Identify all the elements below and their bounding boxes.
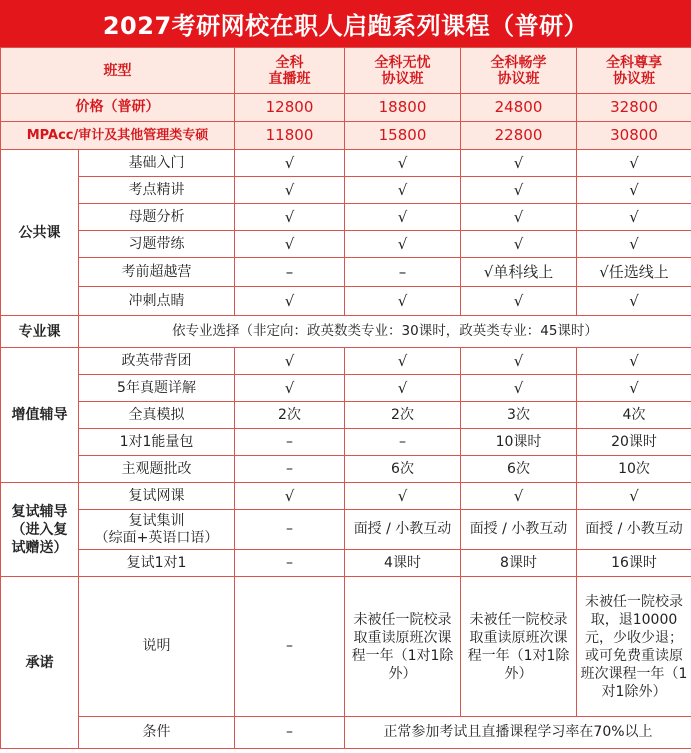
group-public: 公共课 [1,150,79,316]
table-row [1,402,691,429]
cell-value: 20课时 [577,429,691,456]
cell-value: √ [461,150,577,177]
cell-value: √ [461,483,577,510]
cell-value: √ [577,375,691,402]
item-label: 复试1对1 [79,550,235,577]
cell-value: – [235,510,345,550]
cell-value: √ [345,375,461,402]
cell-value: 4课时 [345,550,461,577]
cell-value: √ [461,375,577,402]
price-value: 32800 [577,94,691,122]
cell-value: √ [577,287,691,316]
price-value: 24800 [461,94,577,122]
cell-value: √ [345,231,461,258]
cell-value: √ [235,204,345,231]
item-label: 复试集训 （综面+英语口语） [79,510,235,550]
item-label: 冲刺点睛 [79,287,235,316]
cell-value: 8课时 [461,550,577,577]
course-comparison-table [0,47,691,749]
item-label: 政英带背团 [79,348,235,375]
cell-value: – [345,258,461,287]
cell-value: √ [577,150,691,177]
table-row [1,483,691,510]
promise-explain-value: – [235,577,345,717]
major-course-description: 依专业选择（非定向：政英数类专业：30课时，政英类专业：45课时） [79,316,691,348]
table-row [1,258,691,287]
table-row-promise-condition [1,717,691,749]
price-value: 18800 [345,94,461,122]
table-row-promise-explain [1,577,691,717]
cell-value: √ [235,483,345,510]
price-label-mpacc: MPAcc/审计及其他管理类专硕 [1,122,235,150]
item-label: 5年真题详解 [79,375,235,402]
cell-value: 10课时 [461,429,577,456]
item-label: 基础入门 [79,150,235,177]
group-value-added: 增值辅导 [1,348,79,483]
table-row [1,204,691,231]
cell-value: √ [345,177,461,204]
price-label-general: 价格（普研） [1,94,235,122]
table-row [1,177,691,204]
price-value: 30800 [577,122,691,150]
plan-type-label: 班型 [1,48,235,94]
promise-condition-label: 条件 [79,717,235,749]
table-row [1,287,691,316]
cell-value: √ [461,231,577,258]
cell-value: √任选线上 [577,258,691,287]
cell-value: √ [235,150,345,177]
item-label: 1对1能量包 [79,429,235,456]
promise-explain-label: 说明 [79,577,235,717]
plan-header-live: 全科 直播班 [235,48,345,94]
cell-value: 2次 [235,402,345,429]
table-row [1,456,691,483]
cell-value: 面授 / 小教互动 [345,510,461,550]
price-value: 15800 [345,122,461,150]
table-row [1,375,691,402]
table-header-row [1,48,691,94]
promise-condition-text: 正常参加考试且直播课程学习率在70%以上 [345,717,691,749]
cell-value: √ [235,177,345,204]
cell-value: √ [235,287,345,316]
cell-value: – [235,550,345,577]
cell-value: – [235,429,345,456]
plan-header-premium: 全科尊享 协议班 [577,48,691,94]
price-value: 12800 [235,94,345,122]
page-title: 2027考研网校在职人启跑系列课程（普研） [0,0,691,47]
item-label: 习题带练 [79,231,235,258]
table-row [1,429,691,456]
cell-value: 4次 [577,402,691,429]
cell-value: 面授 / 小教互动 [461,510,577,550]
item-label: 考点精讲 [79,177,235,204]
item-label: 主观题批改 [79,456,235,483]
cell-value: 6次 [345,456,461,483]
group-promise: 承诺 [1,577,79,749]
cell-value: 3次 [461,402,577,429]
cell-value: √ [235,375,345,402]
table-row-major [1,316,691,348]
cell-value: √ [345,287,461,316]
cell-value: √ [345,348,461,375]
cell-value: √ [235,348,345,375]
plan-header-worry-free: 全科无忧 协议班 [345,48,461,94]
plan-header-free-learning: 全科畅学 协议班 [461,48,577,94]
table-row [1,231,691,258]
cell-value: – [345,429,461,456]
cell-value: √ [577,483,691,510]
cell-value: √ [461,204,577,231]
item-label: 母题分析 [79,204,235,231]
table-row [1,510,691,550]
cell-value: 16课时 [577,550,691,577]
cell-value: √ [345,483,461,510]
cell-value: – [235,456,345,483]
price-value: 22800 [461,122,577,150]
cell-value: √ [345,150,461,177]
cell-value: √ [461,287,577,316]
group-major: 专业课 [1,316,79,348]
cell-value: √单科线上 [461,258,577,287]
cell-value: – [235,258,345,287]
cell-value: √ [577,204,691,231]
table-row [1,150,691,177]
table-row [1,348,691,375]
cell-value: √ [461,348,577,375]
cell-value: √ [461,177,577,204]
promise-explain-value: 未被任一院校录取，退10000元，少收少退；或可免费重读原班次课程一年（1对1除外） [577,577,691,717]
cell-value: 面授 / 小教互动 [577,510,691,550]
promise-condition-first: – [235,717,345,749]
cell-value: √ [577,348,691,375]
promise-explain-value: 未被任一院校录取重读原班次课程一年（1对1除外） [345,577,461,717]
table-row [1,550,691,577]
cell-value: 2次 [345,402,461,429]
cell-value: √ [235,231,345,258]
cell-value: √ [577,231,691,258]
cell-value: √ [345,204,461,231]
cell-value: √ [577,177,691,204]
price-row-mpacc [1,122,691,150]
group-retest: 复试辅导 （进入复 试赠送） [1,483,79,577]
item-label: 考前超越营 [79,258,235,287]
item-label: 复试网课 [79,483,235,510]
price-value: 11800 [235,122,345,150]
cell-value: 6次 [461,456,577,483]
promise-explain-value: 未被任一院校录取重读原班次课程一年（1对1除外） [461,577,577,717]
item-label: 全真模拟 [79,402,235,429]
cell-value: 10次 [577,456,691,483]
price-row-general [1,94,691,122]
